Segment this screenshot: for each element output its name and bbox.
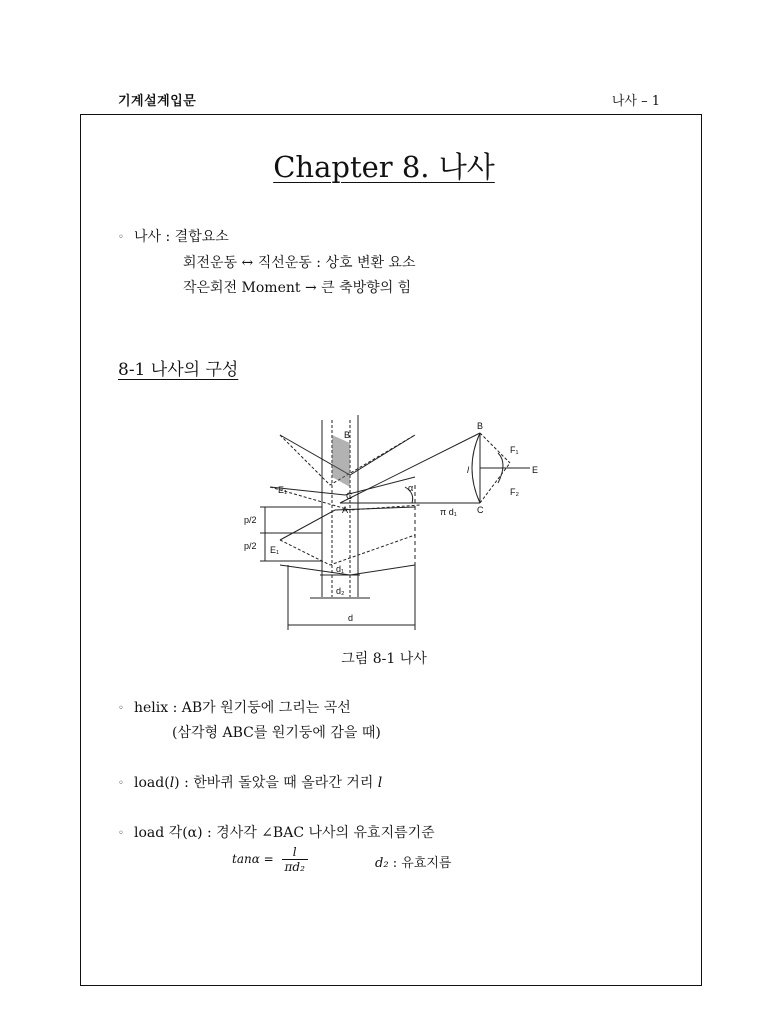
- header-course-title: 기계설계입문: [118, 94, 197, 109]
- label-E1-upper: E₁: [278, 485, 288, 495]
- label-p-half-lower: p/2: [244, 541, 257, 551]
- helix-line-2: (삼각형 ABC를 원기둥에 감을 때): [172, 725, 381, 741]
- intro-line-2: 회전운동 ↔ 직선운동 : 상호 변환 요소: [183, 255, 416, 271]
- bullet-icon: ◦: [118, 702, 124, 714]
- label-B: B: [344, 430, 351, 440]
- label-F1: F₁: [510, 445, 519, 455]
- label-alpha: α: [408, 483, 414, 493]
- label-E: E: [532, 465, 539, 475]
- label-p-half-upper: p/2: [244, 515, 257, 525]
- label-pi-d1: π d₁: [440, 507, 457, 517]
- label-d2: d₂: [336, 586, 345, 596]
- effective-diameter-note: d₂ : 유효지름: [375, 856, 452, 871]
- screw-helix-figure: [240, 415, 550, 637]
- header-page-number: 나사 – 1: [611, 94, 660, 109]
- label-A: A: [342, 505, 349, 515]
- label-l: l: [467, 465, 469, 475]
- section-heading: 8-1 나사의 구성: [118, 360, 239, 380]
- chapter-title: Chapter 8. 나사: [273, 150, 495, 184]
- label-C-prime: C: [477, 505, 484, 515]
- intro-line-1: ◦ 나사 : 결합요소: [118, 229, 229, 245]
- bullet-icon: ◦: [118, 827, 124, 839]
- label-E1-lower: E₁: [270, 545, 280, 555]
- label-d: d: [348, 613, 354, 623]
- label-F2: F₂: [510, 487, 519, 497]
- tan-alpha-formula: tanα = $\frac{l}{\text{πd₂}}$: [232, 845, 308, 874]
- label-C: C: [346, 491, 353, 501]
- figure-caption: 그림 8-1 나사: [341, 651, 427, 667]
- bullet-icon: ◦: [118, 231, 124, 243]
- label-B-prime: B: [477, 421, 484, 431]
- intro-line-3: 작은회전 Moment → 큰 축방향의 힘: [183, 280, 412, 296]
- load-angle-definition: ◦ load 각(α) : 경사각 ∠BAC 나사의 유효지름기준: [118, 825, 435, 841]
- load-definition: ◦ load(l) : 한바퀴 돌았을 때 올라간 거리 l: [118, 775, 383, 791]
- label-d1: d₁: [336, 564, 345, 574]
- helix-line-1: ◦ helix : AB가 원기둥에 그리는 곡선: [118, 700, 351, 716]
- bullet-icon: ◦: [118, 777, 124, 789]
